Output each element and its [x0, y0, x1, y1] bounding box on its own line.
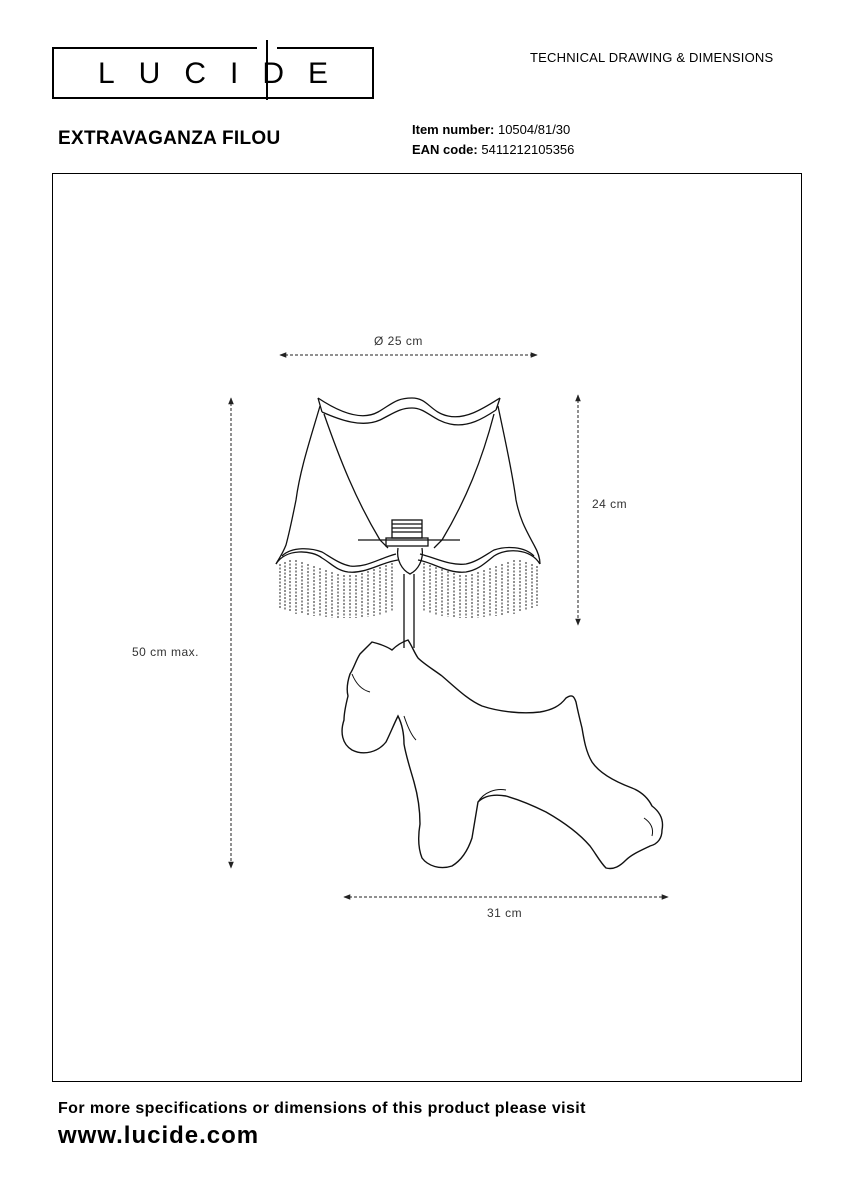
total-height-label: 50 cm max. — [132, 645, 200, 659]
dog-detail-lines — [352, 674, 653, 836]
logo-text: LUCIDE — [97, 57, 353, 90]
shade-fringe — [280, 560, 537, 618]
shade-height-label: 24 cm — [592, 497, 628, 511]
ean-label: EAN code: — [412, 142, 478, 157]
ean-value: 5411212105356 — [481, 142, 575, 157]
product-name: EXTRAVAGANZA FILOU — [58, 128, 281, 149]
item-number-value: 10504/81/30 — [497, 122, 571, 137]
base-width-label: 31 cm — [487, 906, 523, 920]
dog-base-outline — [342, 640, 662, 869]
footer-note: For more specifications or dimensions of this product please visit — [58, 1100, 586, 1117]
lamp-stem — [404, 574, 414, 648]
lamp-shade — [276, 398, 540, 574]
item-number-label: Item number: — [412, 122, 495, 137]
document-type: TECHNICAL DRAWING & DIMENSIONS — [530, 50, 774, 65]
website-link[interactable]: www.lucide.com — [58, 1122, 260, 1149]
shade-diameter-label: Ø 25 cm — [374, 334, 423, 348]
